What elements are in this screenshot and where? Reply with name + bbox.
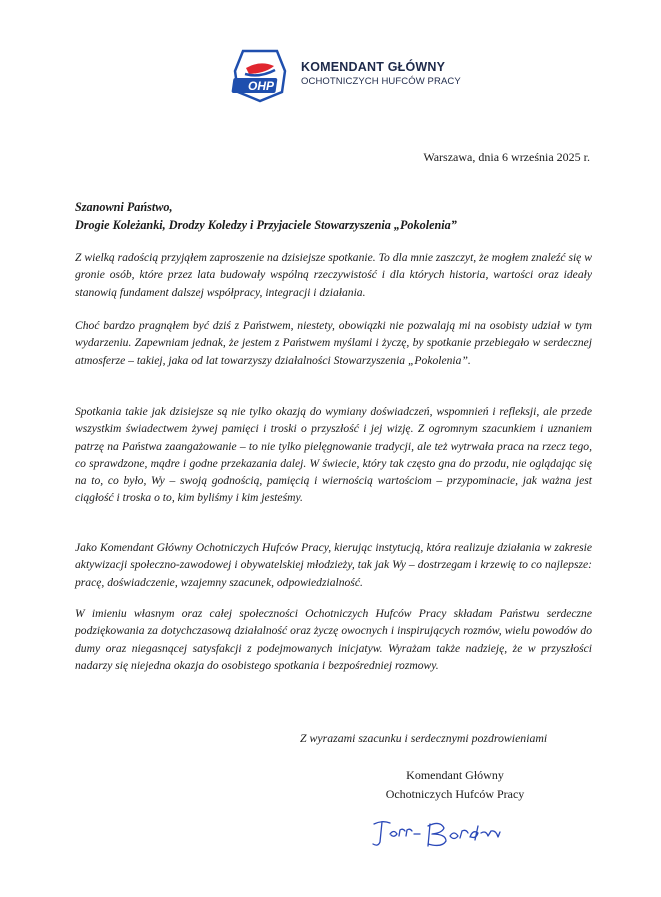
signer-title-1: Komendant Główny (406, 768, 504, 782)
salutation (75, 198, 595, 234)
signer-block (345, 766, 565, 804)
paragraph-4: Jako Komendant Główny Ochotniczych Hufców Pracy, kierując instytucją, która realizuje działania w zakresie aktywizacji społeczno-zawodowej i obywatelskiej młodzieży, tak jak Wy – dostrzegam i krzewię to co najlepsze: pracę, doświadczenie, wzajemny szacunek, odpowiedzialność. (75, 541, 592, 589)
letterhead (229, 46, 489, 106)
paragraph-5: W imieniu własnym oraz całej społeczności Ochotniczych Hufców Pracy składam Państwu serdeczne podziękowania za dotychczasową działalność oraz życzę owocnych i inspirujących rozmów, wielu powodów do dumy oraz niegasnącej satysfakcji z podejmowanych inicjatyw. Wyrażam także nadzieję, że w przyszłości nadarzy się niejedna okazja do osobistego spotkania i bezpośredniej rozmowy. (75, 607, 592, 672)
paragraph-2: Choć bardzo pragnąłem być dziś z Państwem, niestety, obowiązki nie pozwalają mi na osobisty udział w tym wydarzeniu. Zapewniam jednak, że jestem z Państwem myślami i życzę, by spotkanie przebiegało w serdecznej atmosferze – takiej, jaka od lat towarzyszy działalności Stowarzyszenia „Pokolenia”. (75, 319, 592, 367)
org-title: KOMENDANT GŁÓWNY (301, 60, 446, 74)
salutation-line-1: Szanowni Państwo, (75, 200, 173, 214)
handwritten-signature (370, 814, 510, 852)
paragraph-3: Spotkania takie jak dzisiejsze są nie tylko okazją do wymiany doświadczeń, wspomnień i refleksji, ale przede wszystkim świadectwem żywej pamięci i troski o przyszłość i jej wizję. Z ogromnym szacunkiem i uznaniem patrzę na Państwa zaangażowanie – to nie tylko pielęgnowanie tradycji, ale też wytrwała praca na rzecz tego, co sprawdzone, mądre i godne przekazania dalej. W świecie, który tak często gna do przodu, nie oglądając się na to, co było, Wy – swoją godnością, pamięcią i wiernością wartościom – przypominacie, jak ważna jest ciągłość i troska o to, kim byliśmy i kim jesteśmy. (75, 405, 592, 505)
closing-line: Z wyrazami szacunku i serdecznymi pozdrowieniami (300, 731, 548, 745)
logo-text: OHP (247, 79, 275, 93)
ohp-logo (229, 46, 291, 104)
letter-date: Warszawa, dnia 6 września 2025 r. (423, 150, 590, 164)
paragraph-1: Z wielką radością przyjąłem zaproszenie na dzisiejsze spotkanie. To dla mnie zaszczyt, że mogłem znaleźć się w gronie osób, które przez lata budowały wspólną rzeczywistość i dla których historia, wartości oraz ideały stanowią fundament dalszej współpracy, integracji i działania. (75, 251, 592, 299)
salutation-line-2: Drogie Koleżanki, Drodzy Koledzy i Przyjaciele Stowarzyszenia „Pokolenia” (75, 218, 457, 232)
org-subtitle: OCHOTNICZYCH HUFCÓW PRACY (301, 76, 461, 87)
signer-title-2: Ochotniczych Hufców Pracy (385, 787, 525, 801)
